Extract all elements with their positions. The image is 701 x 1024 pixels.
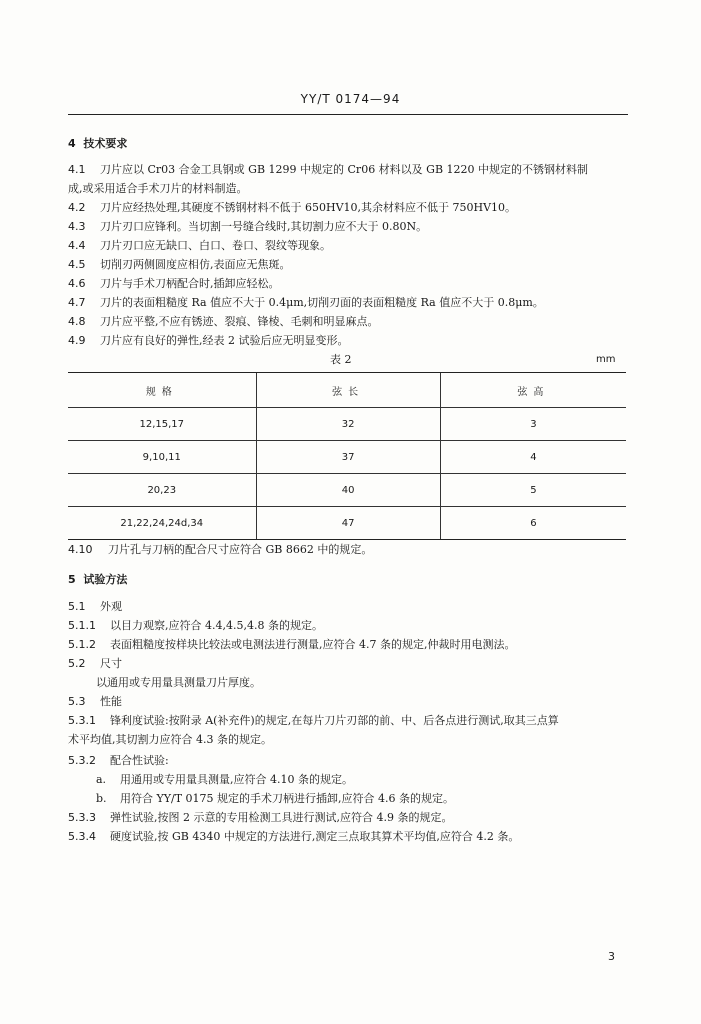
clause-number: 4.7 bbox=[68, 296, 86, 309]
clause-number: 5.3 bbox=[68, 695, 86, 708]
table-row bbox=[68, 408, 626, 441]
clause-number: 5.2 bbox=[68, 657, 86, 670]
clause-5-1-2 bbox=[68, 638, 515, 652]
table-header-row bbox=[68, 373, 626, 408]
clause-text: 刀片与手术刀柄配合时,插卸应轻松。 bbox=[100, 277, 280, 290]
table-caption: 表 2 bbox=[330, 353, 352, 366]
section-5-title: 试验方法 bbox=[83, 573, 128, 586]
clause-text: 锋利度试验:按附录 A(补充件)的规定,在每片刀片刃部的前、中、后各点进行测试,取其三点算 bbox=[110, 714, 559, 727]
clause-text: 用符合 YY/T 0175 规定的手术刀柄进行插卸,应符合 4.6 条的规定。 bbox=[120, 792, 455, 805]
col-header-chord-length: 弦长 bbox=[256, 373, 440, 408]
clause-text: 以目力观察,应符合 4.4,4.5,4.8 条的规定。 bbox=[110, 619, 323, 632]
clause-text: 刀片孔与刀柄的配合尺寸应符合 GB 8662 中的规定。 bbox=[108, 543, 373, 556]
clause-number: 4.10 bbox=[68, 543, 93, 556]
clause-4-2 bbox=[68, 201, 516, 215]
table-cell: 9,10,11 bbox=[68, 441, 256, 474]
clause-4-5 bbox=[68, 258, 291, 272]
table-cell: 40 bbox=[256, 474, 440, 507]
clause-5-1-1 bbox=[68, 619, 323, 633]
standard-number: YY/T 0174—94 bbox=[300, 92, 401, 106]
clause-number: 4.5 bbox=[68, 258, 86, 271]
clause-5-2 bbox=[68, 657, 122, 671]
clause-text: 弹性试验,按图 2 示意的专用检测工具进行测试,应符合 4.9 条的规定。 bbox=[110, 811, 453, 824]
clause-text: 硬度试验,按 GB 4340 中规定的方法进行,测定三点取其算术平均值,应符合 4.2 条。 bbox=[110, 830, 520, 843]
clause-4-8 bbox=[68, 315, 379, 329]
clause-text: 刀片刃口应锋利。当切割一号缝合线时,其切割力应不大于 0.80N。 bbox=[100, 220, 428, 233]
clause-4-1 bbox=[68, 163, 588, 177]
clause-text: 刀片刃口应无缺口、白口、卷口、裂纹等现象。 bbox=[100, 239, 331, 252]
table-cell: 37 bbox=[256, 441, 440, 474]
clause-text: 外观 bbox=[100, 600, 122, 613]
clause-number: 5.1.1 bbox=[68, 619, 96, 632]
clause-number: 5.3.2 bbox=[68, 754, 96, 767]
spec-table bbox=[68, 372, 626, 540]
clause-5-3-3 bbox=[68, 811, 452, 825]
clause-number: 4.4 bbox=[68, 239, 86, 252]
clause-number: 4.1 bbox=[68, 163, 86, 176]
table-row bbox=[68, 507, 626, 540]
clause-5-2-body: 以通用或专用量具测量刀片厚度。 bbox=[96, 676, 261, 689]
clause-text: 刀片应经热处理,其硬度不锈钢材料不低于 650HV10,其余材料应不低于 750HV10。 bbox=[100, 201, 517, 214]
clause-number: 4.2 bbox=[68, 201, 86, 214]
clause-text: 尺寸 bbox=[100, 657, 122, 670]
table-cell: 20,23 bbox=[68, 474, 256, 507]
col-header-chord-height: 弦高 bbox=[440, 373, 626, 408]
clause-number: 4.6 bbox=[68, 277, 86, 290]
table-cell: 3 bbox=[440, 408, 626, 441]
col-header-spec: 规格 bbox=[68, 373, 256, 408]
clause-5-3-2 bbox=[68, 754, 169, 768]
clause-4-4 bbox=[68, 239, 331, 253]
clause-5-3-2-a bbox=[96, 773, 353, 787]
clause-4-9 bbox=[68, 334, 349, 348]
clause-text: 刀片应有良好的弹性,经表 2 试验后应无明显变形。 bbox=[100, 334, 349, 347]
section-4-heading bbox=[68, 137, 127, 151]
table-cell: 12,15,17 bbox=[68, 408, 256, 441]
clause-4-1-continued: 成,或采用适合手术刀片的材料制造。 bbox=[68, 182, 248, 195]
clause-4-6 bbox=[68, 277, 280, 291]
table-cell: 4 bbox=[440, 441, 626, 474]
clause-text: 刀片应以 Cr03 合金工具钢或 GB 1299 中规定的 Cr06 材料以及 GB 1220 中规定的不锈钢材料制 bbox=[100, 163, 589, 176]
clause-5-3-2-b bbox=[96, 792, 454, 806]
table-row bbox=[68, 441, 626, 474]
list-marker: a. bbox=[96, 773, 107, 786]
clause-4-7 bbox=[68, 296, 544, 310]
table-cell: 47 bbox=[256, 507, 440, 540]
table-cell: 6 bbox=[440, 507, 626, 540]
clause-text: 配合性试验: bbox=[110, 754, 169, 767]
list-marker: b. bbox=[96, 792, 107, 805]
clause-5-3 bbox=[68, 695, 122, 709]
clause-5-1 bbox=[68, 600, 122, 614]
page-number: 3 bbox=[608, 950, 615, 963]
clause-number: 5.1.2 bbox=[68, 638, 96, 651]
clause-4-10 bbox=[68, 543, 372, 557]
table-unit: mm bbox=[596, 354, 616, 365]
clause-number: 5.3.3 bbox=[68, 811, 96, 824]
clause-number: 4.8 bbox=[68, 315, 86, 328]
section-4-number: 4 bbox=[68, 137, 76, 150]
header-rule bbox=[68, 114, 628, 115]
clause-text: 表面粗糙度按样块比较法或电测法进行测量,应符合 4.7 条的规定,仲裁时用电测法。 bbox=[110, 638, 516, 651]
clause-4-3 bbox=[68, 220, 427, 234]
table-cell: 21,22,24,24d,34 bbox=[68, 507, 256, 540]
table-cell: 32 bbox=[256, 408, 440, 441]
table-row bbox=[68, 474, 626, 507]
clause-number: 5.1 bbox=[68, 600, 86, 613]
clause-5-3-1 bbox=[68, 714, 559, 728]
clause-number: 4.3 bbox=[68, 220, 86, 233]
clause-5-3-4 bbox=[68, 830, 519, 844]
section-5-number: 5 bbox=[68, 573, 76, 586]
clause-number: 5.3.1 bbox=[68, 714, 96, 727]
section-4-title: 技术要求 bbox=[83, 137, 128, 150]
clause-number: 5.3.4 bbox=[68, 830, 96, 843]
clause-text: 刀片应平整,不应有锈迹、裂痕、锋棱、毛刺和明显麻点。 bbox=[100, 315, 379, 328]
clause-text: 切削刃两侧圆度应相仿,表面应无焦斑。 bbox=[100, 258, 291, 271]
clause-text: 用通用或专用量具测量,应符合 4.10 条的规定。 bbox=[120, 773, 353, 786]
clause-text: 性能 bbox=[100, 695, 122, 708]
table-cell: 5 bbox=[440, 474, 626, 507]
clause-5-3-1-continued: 术平均值,其切割力应符合 4.3 条的规定。 bbox=[68, 733, 272, 746]
section-5-heading bbox=[68, 573, 127, 587]
clause-text: 刀片的表面粗糙度 Ra 值应不大于 0.4μm,切削刃面的表面粗糙度 Ra 值应不大于 0.8μm。 bbox=[100, 296, 544, 309]
clause-number: 4.9 bbox=[68, 334, 86, 347]
